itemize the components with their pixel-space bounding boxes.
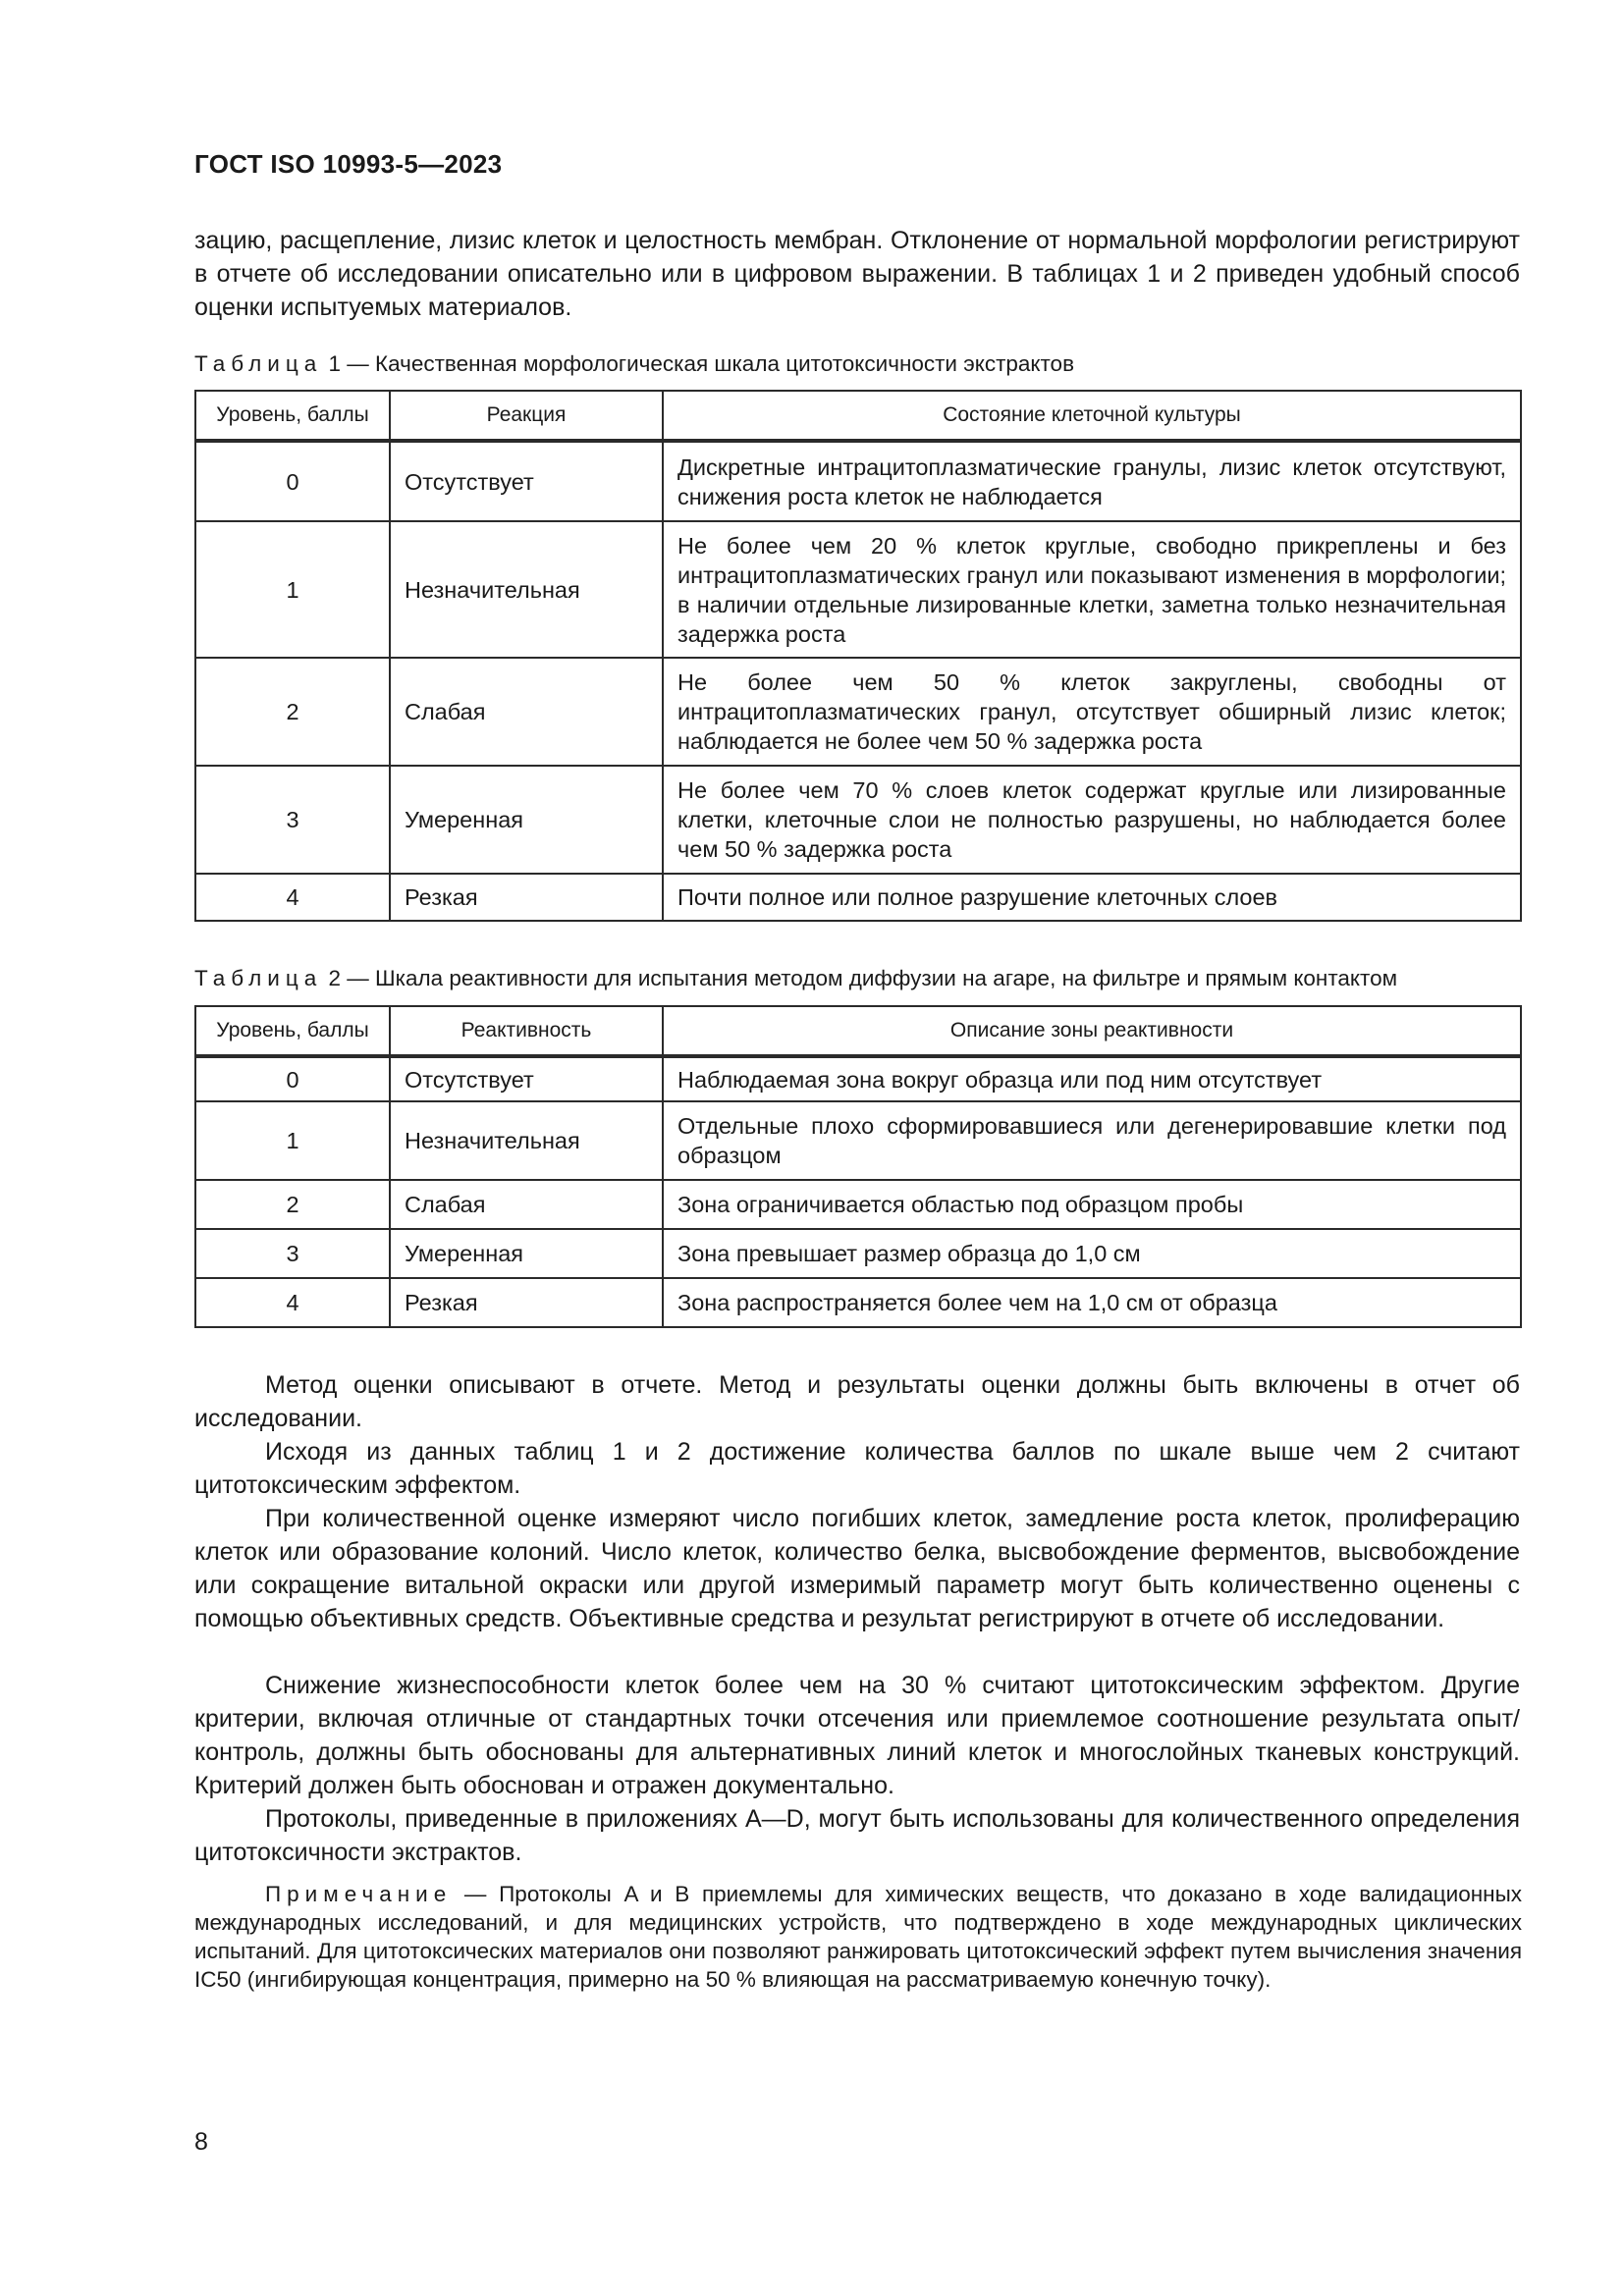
reactivity-cell: Слабая xyxy=(390,1180,663,1229)
reaction-cell: Умеренная xyxy=(390,766,663,874)
reactivity-cell: Умеренная xyxy=(390,1229,663,1278)
table1-caption-text: 1 — Качественная морфологическая шкала цитотоксичности экстрактов xyxy=(328,351,1075,376)
level-cell: 0 xyxy=(195,1056,390,1101)
description-cell: Зона ограничивается областью под образцом пробы xyxy=(663,1180,1521,1229)
table-row xyxy=(195,766,1521,874)
level-cell: 2 xyxy=(195,658,390,766)
header-zone-description: Описание зоны реактивности xyxy=(663,1006,1521,1056)
table-row xyxy=(195,1056,1521,1101)
description-cell: Зона превышает размер образца до 1,0 см xyxy=(663,1229,1521,1278)
note xyxy=(194,1880,1522,1994)
description-cell: Наблюдаемая зона вокруг образца или под ним отсутствует xyxy=(663,1056,1521,1101)
table-row xyxy=(195,1101,1521,1180)
level-cell: 2 xyxy=(195,1180,390,1229)
level-cell: 4 xyxy=(195,874,390,921)
table-row xyxy=(195,1180,1521,1229)
table-row xyxy=(195,521,1521,658)
table-row xyxy=(195,874,1521,921)
table-row xyxy=(195,1229,1521,1278)
body-paragraph-1: Метод оценки описывают в отчете. Метод и результаты оценки должны быть включены в отчет об исследовании. xyxy=(194,1371,1520,1432)
reaction-cell: Отсутствует xyxy=(390,441,663,521)
reactivity-cell: Резкая xyxy=(390,1278,663,1327)
reactivity-cell: Незначительная xyxy=(390,1101,663,1180)
description-cell: Не более чем 20 % клеток круглые, свободно прикреплены и без интрацитоплазматических гранул или показывают изменения в морфологии; в наличии отдельные лизированные клетки, заметна только незначительная задержка роста xyxy=(663,521,1521,658)
body-paragraph-4: Снижение жизнеспособности клеток более чем на 30 % считают цитотоксическим эффектом. Другие критерии, включая отличные от стандартных точки отсечения или приемлемое соотношение результата опыт/контроль, должны быть обоснованы для альтернативных линий клеток и многослойных тканевых конструкций. Критерий должен быть обоснован и отражен документально. xyxy=(194,1672,1520,1799)
level-cell: 3 xyxy=(195,1229,390,1278)
level-cell: 0 xyxy=(195,441,390,521)
reactivity-cell: Отсутствует xyxy=(390,1056,663,1101)
body-paragraph-3: При количественной оценке измеряют число погибших клеток, замедление роста клеток, пролиферацию клеток или образование колоний. Число клеток, количество белка, высвобождение ферментов, высвобождение или сокращение витальной окраски или другой измеримый параметр могут быть количественно оценены с помощью объективных средств. Объективные средства и результат регистрируют в отчете об исследовании. xyxy=(194,1505,1520,1632)
table1-caption-label: Таблица xyxy=(194,351,323,376)
table2-caption-text: 2 — Шкала реактивности для испытания методом диффузии на агаре, на фильтре и прямым контактом xyxy=(328,966,1398,990)
header-description: Состояние клеточной культуры xyxy=(663,391,1521,441)
body-paragraph-2: Исходя из данных таблиц 1 и 2 достижение количества баллов по шкале выше чем 2 считают цитотоксическим эффектом. xyxy=(194,1438,1520,1499)
table1 xyxy=(194,390,1522,922)
note-label: Примечание xyxy=(265,1882,453,1906)
header-level: Уровень, баллы xyxy=(195,1006,390,1056)
description-cell: Не более чем 70 % слоев клеток содержат круглые или лизированные клетки, клеточные слои не полностью разрушены, но наблюдается более чем 50 % задержка роста xyxy=(663,766,1521,874)
table-header-row xyxy=(195,391,1521,441)
page-number: 8 xyxy=(194,2128,208,2156)
table-row xyxy=(195,658,1521,766)
header-reactivity: Реактивность xyxy=(390,1006,663,1056)
table2 xyxy=(194,1005,1522,1328)
body-paragraph-5: Протоколы, приведенные в приложениях A—D, могут быть использованы для количественного определения цитотоксичности экстрактов. xyxy=(194,1805,1520,1866)
header-level: Уровень, баллы xyxy=(195,391,390,441)
description-cell: Зона распространяется более чем на 1,0 см от образца xyxy=(663,1278,1521,1327)
level-cell: 1 xyxy=(195,521,390,658)
table-row xyxy=(195,1278,1521,1327)
table-row xyxy=(195,441,1521,521)
description-cell: Отдельные плохо сформировавшиеся или дегенерировавшие клетки под образцом xyxy=(663,1101,1521,1180)
intro-paragraph: зацию, расщепление, лизис клеток и целостность мембран. Отклонение от нормальной морфологии регистрируют в отчете об исследовании описательно или в цифровом выражении. В таблицах 1 и 2 приведен удобный способ оценки испытуемых материалов. xyxy=(194,227,1520,321)
reaction-cell: Незначительная xyxy=(390,521,663,658)
document-header: ГОСТ ISO 10993-5—2023 xyxy=(194,149,503,179)
table2-caption xyxy=(194,964,1397,993)
level-cell: 1 xyxy=(195,1101,390,1180)
header-reaction: Реакция xyxy=(390,391,663,441)
reaction-cell: Резкая xyxy=(390,874,663,921)
note-text: — Протоколы A и B приемлемы для химических веществ, что доказано в ходе валидационных международных исследований, и для медицинских устройств, что подтверждено в ходе международных циклических испытаний. Для цитотоксических материалов они позволяют ранжировать цитотоксический эффект путем вычисления значения IC50 (ингибирующая концентрация, примерно на 50 % влияющая на рассматриваемую конечную точку). xyxy=(194,1882,1522,1992)
description-cell: Почти полное или полное разрушение клеточных слоев xyxy=(663,874,1521,921)
description-cell: Дискретные интрацитоплазматические гранулы, лизис клеток отсутствуют, снижения роста клеток не наблюдается xyxy=(663,441,1521,521)
level-cell: 3 xyxy=(195,766,390,874)
table-header-row xyxy=(195,1006,1521,1056)
reaction-cell: Слабая xyxy=(390,658,663,766)
description-cell: Не более чем 50 % клеток закруглены, свободны от интрацитоплазматических гранул, отсутствует обширный лизис клеток; наблюдается не более чем 50 % задержка роста xyxy=(663,658,1521,766)
table2-caption-label: Таблица xyxy=(194,966,323,990)
table1-caption xyxy=(194,349,1074,379)
level-cell: 4 xyxy=(195,1278,390,1327)
